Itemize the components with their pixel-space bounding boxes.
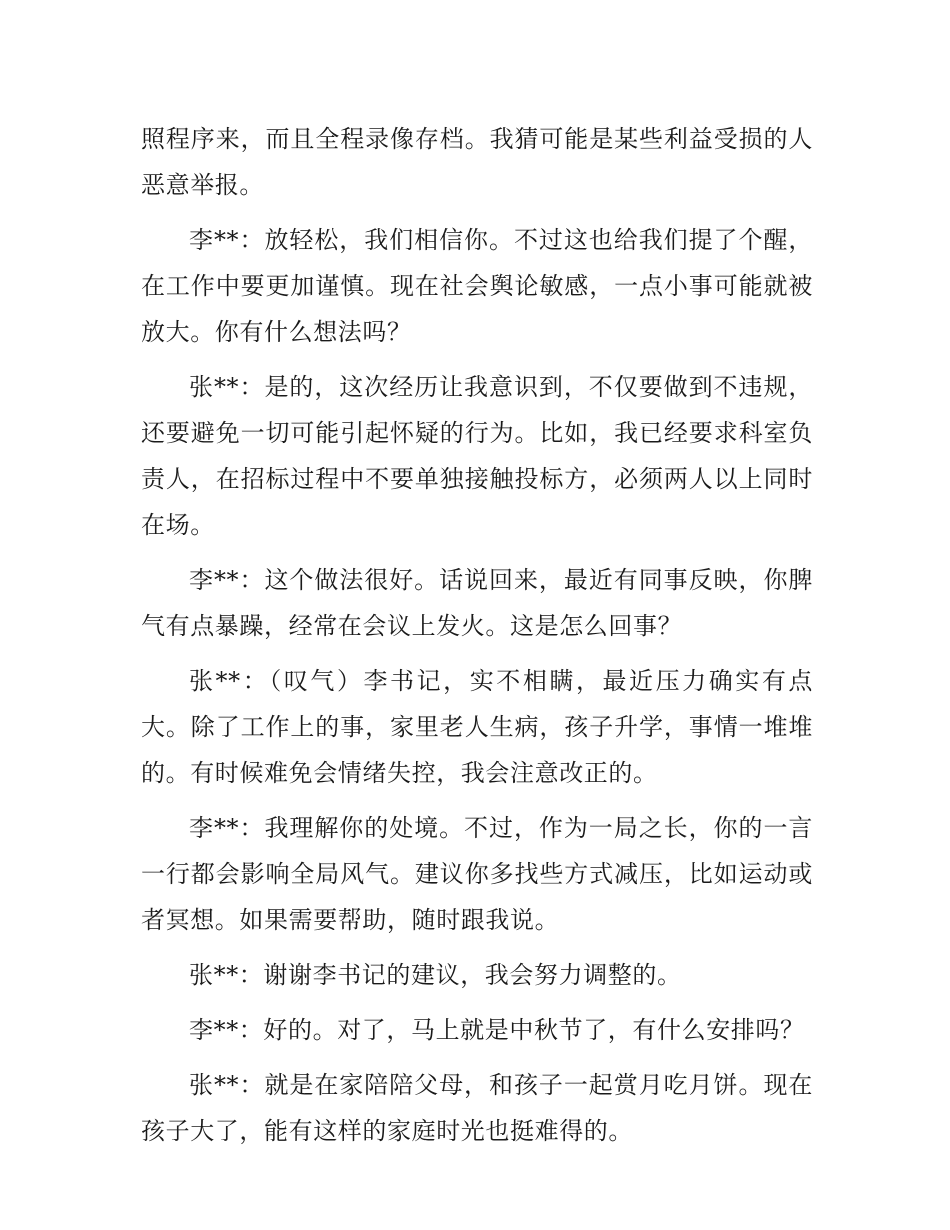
paragraph-continuation: 照程序来，而且全程录像存档。我猜可能是某些利益受损的人恶意举报。: [141, 125, 813, 199]
dialogue-line-zhang: 张**：是的，这次经历让我意识到，不仅要做到不违规，还要避免一切可能引起怀疑的行为。比如，我已经要求科室负责人，在招标过程中不要单独接触投标方，必须两人以上同时在场。: [141, 373, 813, 539]
dialogue-line-zhang: 张**：就是在家陪陪父母，和孩子一起赏月吃月饼。现在孩子大了，能有这样的家庭时光也挺难得的。: [141, 1071, 813, 1145]
dialogue-line-li: 李**：放轻松，我们相信你。不过这也给我们提了个醒，在工作中要更加谨慎。现在社会舆论敏感，一点小事可能就被放大。你有什么想法吗？: [141, 226, 813, 346]
dialogue-line-li: 李**：好的。对了，马上就是中秋节了，有什么安排吗？: [189, 1016, 805, 1044]
dialogue-line-li: 李**：这个做法很好。话说回来，最近有同事反映，你脾气有点暴躁，经常在会议上发火。这是怎么回事？: [141, 566, 813, 640]
dialogue-line-zhang: 张**：谢谢李书记的建议，我会努力调整的。: [189, 961, 682, 989]
dialogue-line-li: 李**：我理解你的处境。不过，作为一局之长，你的一言一行都会影响全局风气。建议你多找些方式减压，比如运动或者冥想。如果需要帮助，随时跟我说。: [141, 814, 813, 934]
document-page: [141, 116, 813, 1154]
dialogue-line-zhang: 张**：（叹气）李书记，实不相瞒，最近压力确实有点大。除了工作上的事，家里老人生病，孩子升学，事情一堆堆的。有时候难免会情绪失控，我会注意改正的。: [141, 667, 813, 787]
